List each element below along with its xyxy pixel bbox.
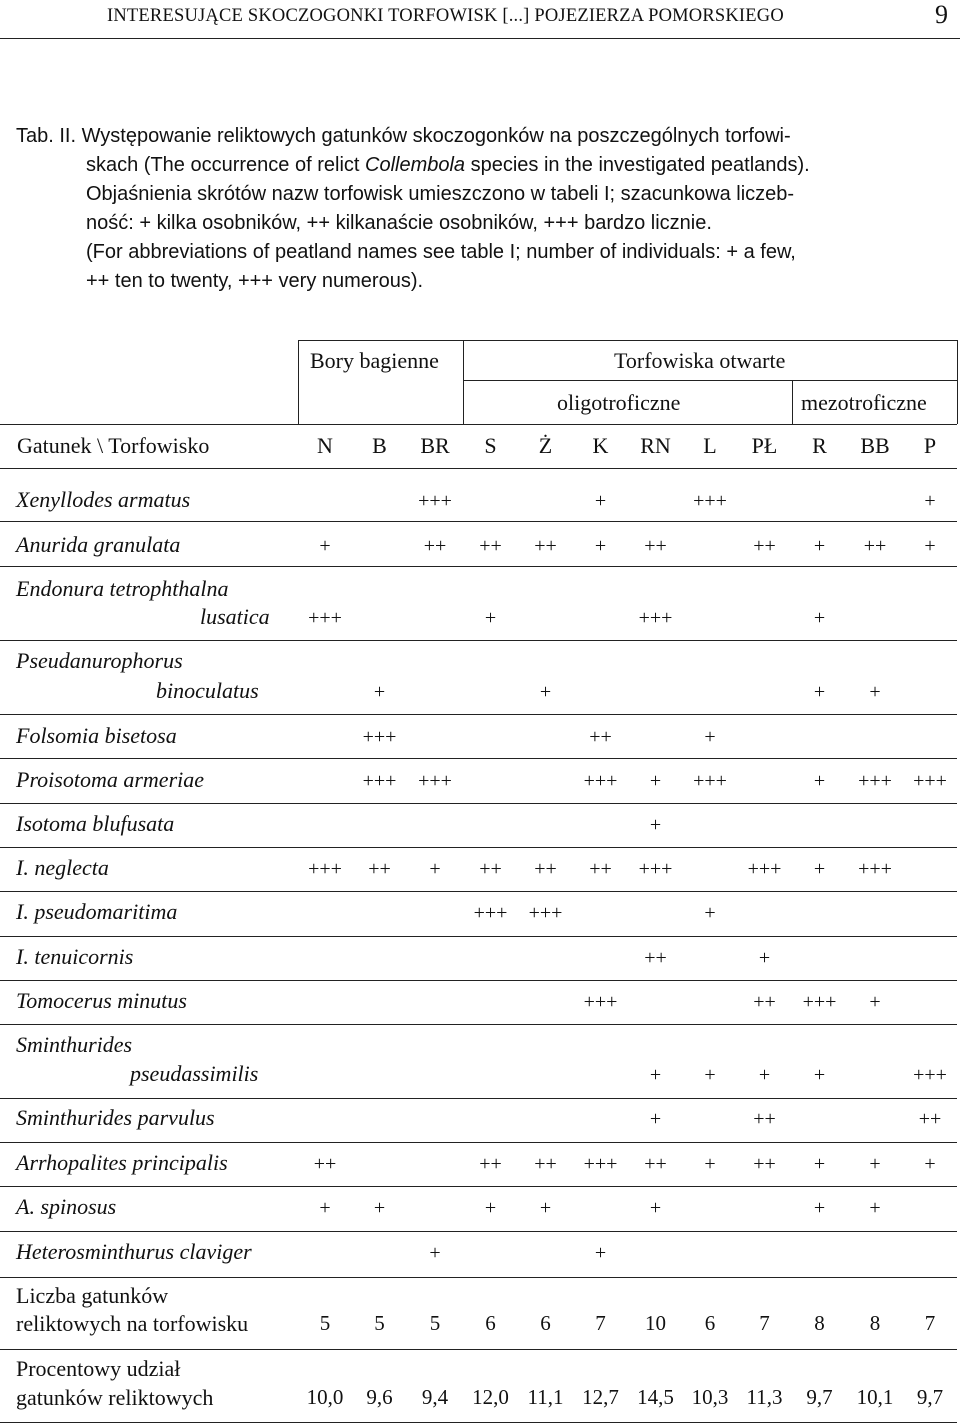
species-name: Proisotoma armeriae — [16, 767, 205, 792]
column-header: N — [317, 433, 333, 458]
table-rule — [957, 340, 958, 424]
abundance-cell: +++ — [583, 770, 618, 792]
species-name: Endonura tetrophthalna — [16, 576, 229, 601]
abundance-cell: +++ — [362, 726, 397, 748]
caption-line: Objaśnienia skrótów nazw torfowisk umieszczono w tabeli I; szacunkowa liczeb- — [86, 183, 795, 205]
column-header: P — [923, 433, 937, 458]
summary-cell: 10,1 — [856, 1385, 894, 1409]
abundance-cell: ++ — [644, 947, 667, 969]
caption-line: (For abbreviations of peatland names see table I; number of individuals: + a few, — [86, 241, 796, 263]
table-rule — [298, 340, 299, 424]
abundance-cell: + — [429, 1242, 441, 1264]
species-name: Anurida granulata — [16, 532, 181, 557]
abundance-cell: + — [704, 1153, 716, 1175]
summary-cell: 9,7 — [806, 1385, 833, 1409]
abundance-cell: + — [484, 607, 497, 629]
abundance-cell: + — [704, 1064, 716, 1086]
abundance-cell: ++ — [423, 535, 447, 557]
summary-cell: 11,1 — [527, 1385, 564, 1409]
abundance-cell: +++ — [583, 991, 618, 1013]
abundance-cell: ++ — [753, 535, 776, 557]
caption-line: ność: + kilka osobników, ++ kilkanaście osobników, +++ bardzo licznie. — [86, 212, 712, 234]
header-columns-top-rule — [0, 424, 957, 425]
species-name: Tomocerus minutus — [16, 988, 187, 1013]
column-header: L — [703, 433, 717, 458]
table-rule — [463, 340, 464, 424]
row-separator — [0, 1349, 957, 1350]
abundance-cell: + — [594, 535, 607, 557]
subgroup-label-oligo: oligotroficzne — [557, 390, 681, 415]
row-separator — [0, 1142, 957, 1143]
abundance-cell: + — [869, 991, 881, 1013]
abundance-cell: +++ — [858, 858, 892, 880]
abundance-cell: + — [649, 1064, 662, 1086]
summary-cell: 12,0 — [472, 1385, 509, 1409]
abundance-cell: + — [319, 535, 331, 557]
row-separator — [0, 566, 957, 567]
abundance-cell: + — [373, 681, 386, 703]
summary-cell: 8 — [869, 1311, 881, 1335]
summary-cell: 5 — [374, 1311, 385, 1335]
abundance-cell: + — [484, 1197, 497, 1219]
column-header: R — [812, 433, 827, 458]
abundance-cell: + — [429, 858, 441, 880]
abundance-cell: + — [813, 1064, 826, 1086]
species-name-cont: binoculatus — [156, 678, 259, 703]
row-separator — [0, 936, 957, 937]
summary-cell: 7 — [924, 1311, 936, 1335]
abundance-cell: + — [813, 607, 826, 629]
abundance-cell: + — [373, 1197, 386, 1219]
row-separator — [0, 803, 957, 804]
row-separator — [0, 1231, 957, 1232]
abundance-cell: +++ — [638, 858, 673, 880]
abundance-cell: + — [869, 681, 881, 703]
abundance-cell: ++ — [753, 1108, 776, 1130]
header-top-rule — [298, 340, 957, 341]
summary-cell: 5 — [429, 1311, 441, 1335]
abundance-cell: ++ — [589, 726, 612, 748]
summary-label: Procentowy udział — [16, 1356, 181, 1381]
row-separator — [0, 980, 957, 981]
summary-cell: 10,0 — [306, 1385, 344, 1409]
abundance-cell: ++ — [534, 1153, 557, 1175]
abundance-cell: +++ — [913, 1064, 947, 1086]
table-rule — [792, 380, 793, 424]
abundance-cell: ++ — [313, 1153, 337, 1175]
summary-cell: 7 — [595, 1311, 606, 1335]
abundance-cell: + — [594, 490, 607, 512]
header-bottom-rule — [0, 468, 957, 469]
row-separator — [0, 1098, 957, 1099]
row-separator — [0, 714, 957, 715]
caption-text: skach (The occurrence of relict — [86, 154, 365, 176]
column-header: Ż — [538, 433, 553, 458]
summary-cell: 10 — [645, 1311, 666, 1335]
species-name: Pseudanurophorus — [16, 648, 183, 673]
species-name: Isotoma blufusata — [16, 811, 175, 836]
species-name: I. tenuicornis — [16, 944, 134, 969]
row-separator — [0, 847, 957, 848]
column-header: B — [372, 433, 387, 458]
running-head-title: INTERESUJĄCE SKOCZOGONKI TORFOWISK [...] POJEZIERZA POMORSKIEGO — [107, 6, 784, 26]
abundance-cell: +++ — [362, 770, 397, 792]
abundance-cell: ++ — [753, 991, 776, 1013]
abundance-cell: +++ — [308, 607, 342, 629]
abundance-cell: ++ — [589, 858, 612, 880]
abundance-cell: +++ — [747, 858, 782, 880]
abundance-cell: + — [704, 902, 716, 924]
species-name: I. neglecta — [16, 855, 109, 880]
abundance-cell: + — [924, 535, 936, 557]
summary-cell: 6 — [540, 1311, 551, 1335]
abundance-cell: ++ — [863, 535, 887, 557]
abundance-cell: + — [594, 1242, 607, 1264]
abundance-cell: + — [813, 681, 826, 703]
caption-line: ++ ten to twenty, +++ very numerous). — [86, 270, 424, 292]
abundance-cell: +++ — [638, 607, 673, 629]
summary-cell: 5 — [319, 1311, 331, 1335]
abundance-cell: + — [869, 1197, 881, 1219]
summary-cell: 9,7 — [916, 1385, 944, 1409]
abundance-cell: ++ — [753, 1153, 776, 1175]
abundance-cell: + — [869, 1153, 881, 1175]
abundance-cell: + — [649, 770, 662, 792]
abundance-cell: ++ — [534, 858, 557, 880]
species-name: Sminthurides — [16, 1032, 133, 1057]
species-name-cont: pseudassimilis — [130, 1061, 259, 1086]
column-header: PŁ — [751, 433, 778, 458]
abundance-cell: + — [319, 1197, 331, 1219]
abundance-cell: ++ — [368, 858, 391, 880]
abundance-cell: + — [539, 681, 552, 703]
subgroup-label-mezo: mezotroficzne — [801, 390, 927, 415]
summary-cell: 11,3 — [746, 1385, 783, 1409]
abundance-cell: +++ — [418, 770, 452, 792]
species-name: Arrhopalites principalis — [16, 1150, 228, 1175]
column-header: K — [592, 433, 609, 458]
column-header: BR — [420, 433, 450, 458]
caption-text: species in the investigated peatlands). — [465, 154, 810, 176]
group-label-bory: Bory bagienne — [310, 348, 439, 373]
abundance-cell: + — [649, 1197, 662, 1219]
abundance-cell: + — [813, 1153, 826, 1175]
abundance-cell: +++ — [473, 902, 508, 924]
abundance-cell: + — [813, 858, 826, 880]
summary-label-cont: reliktowych na torfowisku — [16, 1311, 249, 1336]
abundance-cell: ++ — [479, 858, 502, 880]
abundance-cell: ++ — [479, 535, 502, 557]
abundance-cell: + — [649, 1108, 662, 1130]
row-separator — [0, 1024, 957, 1025]
abundance-cell: + — [813, 770, 826, 792]
abundance-cell: + — [813, 535, 826, 557]
abundance-cell: + — [813, 1197, 826, 1219]
abundance-cell: ++ — [918, 1108, 942, 1130]
abundance-cell: + — [649, 814, 662, 836]
column-header: BB — [860, 433, 890, 458]
summary-cell: 7 — [759, 1311, 770, 1335]
summary-label-cont: gatunków reliktowych — [16, 1385, 214, 1410]
column-header: RN — [640, 433, 671, 458]
abundance-cell: +++ — [418, 490, 452, 512]
abundance-cell: + — [924, 1153, 936, 1175]
abundance-cell: +++ — [802, 991, 837, 1013]
species-name: Folsomia bisetosa — [16, 723, 177, 748]
column-header: S — [484, 433, 497, 458]
abundance-cell: +++ — [528, 902, 563, 924]
group-label-torfowiska: Torfowiska otwarte — [614, 348, 786, 373]
row-separator — [0, 640, 957, 641]
abundance-cell: ++ — [644, 535, 667, 557]
corner-label: Gatunek \ Torfowisko — [17, 433, 210, 458]
abundance-cell: +++ — [913, 770, 947, 792]
page-number: 9 — [935, 0, 948, 29]
row-separator — [0, 521, 957, 522]
header-mid-rule — [463, 380, 957, 381]
abundance-cell: + — [704, 726, 716, 748]
row-separator — [0, 891, 957, 892]
abundance-cell: +++ — [308, 858, 342, 880]
row-separator — [0, 1186, 957, 1187]
abundance-cell: +++ — [693, 490, 727, 512]
summary-cell: 6 — [704, 1311, 716, 1335]
row-separator — [0, 1277, 957, 1278]
row-separator — [0, 1422, 957, 1423]
abundance-cell: + — [758, 947, 771, 969]
caption-line: Tab. II. Występowanie reliktowych gatunków skoczogonków na poszczególnych torfowi- — [16, 125, 791, 147]
summary-cell: 14,5 — [637, 1385, 674, 1409]
summary-cell: 9,4 — [421, 1385, 449, 1409]
summary-cell: 10,3 — [691, 1385, 729, 1409]
summary-cell: 12,7 — [582, 1385, 619, 1409]
summary-cell: 9,6 — [366, 1385, 393, 1409]
species-name-cont: lusatica — [200, 604, 270, 629]
abundance-cell: +++ — [583, 1153, 618, 1175]
caption-italic: Collembola — [365, 154, 466, 176]
species-name: Sminthurides parvulus — [16, 1105, 215, 1130]
abundance-cell: + — [924, 490, 936, 512]
abundance-cell: +++ — [858, 770, 892, 792]
species-name: Xenyllodes armatus — [16, 487, 191, 512]
abundance-cell: ++ — [644, 1153, 667, 1175]
row-separator — [0, 758, 957, 759]
abundance-cell: ++ — [534, 535, 557, 557]
species-name: Heterosminthurus claviger — [16, 1239, 252, 1264]
species-name: A. spinosus — [16, 1194, 117, 1219]
species-name: I. pseudomaritima — [16, 899, 178, 924]
abundance-cell: + — [539, 1197, 552, 1219]
summary-cell: 6 — [485, 1311, 496, 1335]
summary-label: Liczba gatunków — [16, 1283, 169, 1308]
summary-cell: 8 — [814, 1311, 825, 1335]
abundance-cell: + — [758, 1064, 771, 1086]
abundance-cell: +++ — [693, 770, 727, 792]
abundance-cell: ++ — [479, 1153, 502, 1175]
